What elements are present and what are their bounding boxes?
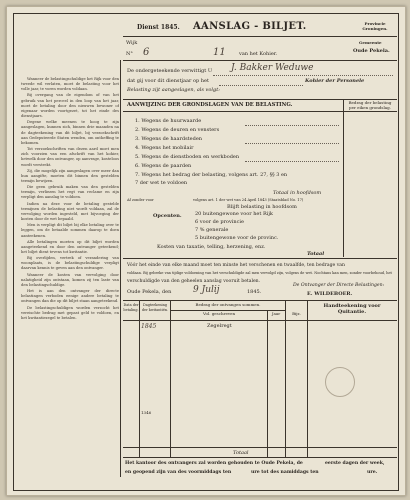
- note-4: Tot verzoekschriften van dezen aard moet men zich voorzien van een afschrift van het kohier, hetwelk door den ontvanger, op aanvrage, kosteloos wordt verstrekt.: [21, 147, 119, 167]
- note-1: Wanneer de belastingschuldige het Rijk voor den tweede wil verlaten, moet de belasting voor het volle jaar, te voren worden voldaan.: [21, 77, 119, 92]
- af-line: Af zonder voor: [127, 198, 154, 202]
- note-7: Indien na deze voor de betaling gestelde termijnen de belasting niet wordt voldaan, zal de vervolging worden ingesteld, met bijvoeging der kosten door de wet bepaald.: [21, 201, 119, 222]
- intro-dots-1: [213, 75, 393, 76]
- col-sub-jaar: Jaar: [271, 311, 281, 316]
- table-totaal-label: Totaal: [233, 450, 249, 456]
- kohier-number-handwritten: 11: [213, 47, 226, 58]
- note-10: Bij overlijden, vertrek of verandering van woonplaats, is de belastingschuldige verpligt daarvan kennis te geven aan den ontvanger.: [21, 256, 119, 271]
- col-dagteekening-heading: Dagteekening der kwitantiën.: [141, 303, 169, 312]
- opcenten-label: Opcenten.: [153, 213, 182, 219]
- amount-column-text: Bedrag der belasting per eiken grondslag.: [348, 100, 392, 110]
- note-6: Die geen gebruik maken van den gestelden termijn, verliezen het regt van reclame en zijn verpligt den aanslag te voldoen.: [21, 185, 119, 200]
- place-date-label: Oude Pekela, den: [127, 289, 172, 295]
- entry-date-handwritten: 1845: [141, 323, 157, 330]
- basis-row-7b: 7 der wet te voldoen: [135, 180, 188, 186]
- table-total-rule: [123, 447, 397, 448]
- intro-line-1: De ondergeteekende verwittigt U: [127, 68, 213, 74]
- grondslagen-rule: [123, 111, 397, 112]
- col-handteekening-heading: Handteekening voor Quitantie.: [323, 303, 381, 315]
- basis-dots-3: [245, 161, 339, 162]
- gemeente-label: Gemeente: [359, 40, 382, 45]
- payment-notice-3: verschuldigde van den geheelen aanslag vooruit betalen.: [127, 279, 261, 284]
- kosten-row: Kosten van taxatie, telling, herzening, enz.: [157, 244, 266, 250]
- taxpayer-name-handwritten: J. Bakker Weduwe: [231, 63, 314, 73]
- footer-line-2: en geopend zijn van des voormiddags ten: [125, 470, 232, 475]
- table-col-5: [307, 300, 308, 457]
- intro-line-2: dat gij voor dit dienstjaar op het: [127, 78, 209, 84]
- wijk-label: Wijk: [126, 40, 138, 46]
- basis-row-1: 1. Wegens de huurwaarde: [135, 118, 202, 124]
- footer-line-1: Het kantoor des ontvangers zal worden gehouden te Oude Pekela, de: [125, 461, 303, 466]
- note-9: Alle betalingen moeten op dit biljet worden aangeteekend en door den ontvanger geteekend; het biljet dient tevens tot kwitantie.: [21, 239, 119, 254]
- left-column-divider: [120, 60, 121, 477]
- instructions-column: [21, 77, 119, 477]
- table-col-2: [170, 300, 171, 457]
- form-title: AANSLAG - BILJET.: [193, 21, 307, 32]
- province-label: [355, 22, 395, 31]
- zegelregt-label: Zegelregt: [207, 323, 232, 329]
- date-year: 1845.: [247, 289, 262, 295]
- note-5: Zij, die mogelijk zijn aangeslagen over meer dan hun aangifte, moeten dit binnen den gestelden termijn bewijzen.: [21, 168, 119, 183]
- grondslagen-heading: AANWIJZING DER GRONDSLAGEN VAN DE BELASTING.: [127, 102, 293, 108]
- opcenten-row-2: 6 voor de provincie: [195, 219, 244, 225]
- footer-line-2c: ure.: [367, 470, 378, 475]
- opcenten-row-1: 20 buitengewone voor het Rijk: [195, 211, 273, 217]
- no-label: N°: [126, 51, 133, 57]
- grondslagen-bottom: [123, 258, 397, 259]
- table-top: [123, 300, 397, 301]
- note-12: Het is aan den ontvanger der directe belastingen verboden eenige andere betaling te ontvangen dan die op dit biljet staan aangeteekend.: [21, 289, 119, 304]
- dienst-label: Dienst 1845.: [137, 24, 180, 31]
- amount-reference: volgens art. 1 der wet van 24 April 1843 (Staatsblad No. 17): [193, 198, 304, 202]
- payment-notice-1: Vóór het einde van elke maand moet ten minste het verschenen en twaalfde, ten bedrage van: [127, 263, 345, 268]
- ontvanger-name: E. WILDEBOER.: [307, 291, 353, 297]
- col-sub-bijz: Bijz.: [292, 311, 301, 316]
- ontvanger-label: De Ontvanger der Directe Belastingen:: [293, 283, 385, 288]
- note-8: Men is verpligt dit biljet bij elke betaling over te leggen, om de betaalde sommen daarop te doen aanteekenen.: [21, 223, 119, 238]
- intro-line-3: Belasting zijt aangeslagen, als volgt:: [127, 87, 220, 93]
- table-col-4: [285, 300, 286, 457]
- basis-row-7: 7. Wegens het bedrag der belasting, volgens art. 27, §§ 3 en: [135, 172, 288, 178]
- bijzonder-hoofdsom: Blijft belasting in hoofdsom: [227, 204, 297, 210]
- table-col-3: [267, 310, 268, 457]
- wijk-number-handwritten: 6: [143, 47, 150, 58]
- opcenten-row-3: 7 % generale: [195, 227, 229, 233]
- payment-notice-2: voldaan. Bij gebreke van tijdige voldoening van het verschuldigde zal men vervolgd zijn, volgens de wet. Nochtans kan men, zonder voorbehoud, het: [127, 271, 392, 275]
- footer-line-1b: eerste dagen der week,: [325, 461, 385, 466]
- header-rule-2: [123, 60, 397, 61]
- province-text: Provincie Groningen.: [362, 21, 388, 31]
- basis-row-3: 3. Wegens de haardsteden: [135, 136, 203, 142]
- totaal-hoofdsom: Totaal in hoofdsom: [273, 190, 322, 196]
- amount-column-divider: [343, 99, 344, 257]
- basis-dots-2: [245, 143, 339, 144]
- intro-kohier: Kohier der Personele: [305, 78, 365, 84]
- note-2: Bij overgang van de eigendom of van het gebruik van het perceel in den loop van het jaar, moet de betaling door den nieuwen bewoner of eigenaar worden voortgezet, tot het einde des dienstjaars.: [21, 93, 119, 119]
- date-handwritten: 9 Julij: [193, 285, 220, 295]
- gemeente-name: Oude Pekela.: [353, 48, 390, 54]
- footer-line-2b: ure tot des namiddags ten: [251, 470, 319, 475]
- tax-assessment-form: [6, 6, 406, 496]
- col-bedrag-heading: Bedrag der ontvangen sommen.: [195, 302, 261, 307]
- note-13: De belastingschuldigen worden verzocht het vereischte bedrag met gepast geld te voldoen, en het kwitantiezegel te betalen.: [21, 305, 119, 320]
- paper-stamp-mark: [325, 367, 355, 397]
- col-voldaan-heading: Vol. geschreven: [202, 311, 236, 316]
- col-date-heading: Data der betaling.: [123, 303, 139, 312]
- intro-dots-2: [219, 85, 303, 86]
- basis-row-2: 2. Wegens de deuren en vensters: [135, 127, 220, 133]
- table-bottom: [123, 457, 397, 458]
- totaal-label: Totaal: [307, 251, 325, 257]
- table-col-1: [139, 300, 140, 457]
- basis-row-4: 4. Wegens het mobilair: [135, 145, 194, 151]
- amount-column-heading: [345, 101, 395, 110]
- basis-dots: [245, 125, 339, 126]
- kohier-label: van het Kohier.: [239, 51, 278, 57]
- basis-row-6: 6. Wegens de paarden: [135, 163, 192, 169]
- basis-row-5: 5. Wegens de dienstboden en werkboden: [135, 154, 240, 160]
- table-header-rule: [123, 320, 397, 321]
- entry-note: 1346: [141, 410, 152, 415]
- header-rule: [123, 36, 397, 37]
- note-3: Degene welke meenen te hoog te zijn aangeslagen, kunnen zich, binnen drie maanden na de dagteekening van dit biljet, bij verzoekschrift aan Gedeputeerde Staten wenden, om ontheffing te bekomen.: [21, 120, 119, 145]
- note-11: Wanneer de kosten van vervolging door nalatigheid zijn ontstaan, komen zij ten laste van den belastingschuldige.: [21, 272, 119, 287]
- opcenten-row-4: 5 buitengewone voor de provinc.: [195, 235, 279, 241]
